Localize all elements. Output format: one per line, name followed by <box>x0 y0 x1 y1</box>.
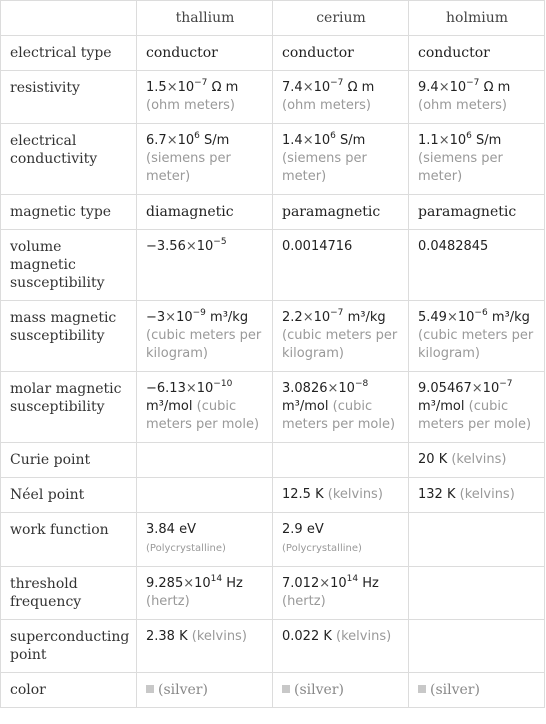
cell-value: conductor <box>409 36 545 71</box>
cell-value: $-3\times 10^{-9}$ m³/kg (cubic meters per kilogram) <box>137 301 273 372</box>
cell-value: (silver) <box>273 673 409 708</box>
cell-value: (silver) <box>137 673 273 708</box>
cell-value: $9.05467\times 10^{-7}$ m³/mol (cubic meters per mole) <box>409 372 545 443</box>
column-header-holmium: holmium <box>409 1 545 36</box>
cell-value: 2.9 eV (Polycrystalline) <box>273 513 409 567</box>
table-row <box>1 443 545 478</box>
cell-value: conductor <box>273 36 409 71</box>
table-row <box>1 620 545 673</box>
cell-value: $7.4\times 10^{-7}$ Ω m (ohm meters) <box>273 71 409 124</box>
cell-value: paramagnetic <box>409 195 545 230</box>
row-label: magnetic type <box>1 195 137 230</box>
cell-empty <box>409 513 545 567</box>
cell-value: 20 K (kelvins) <box>409 443 545 478</box>
table-row <box>1 372 545 443</box>
column-header-cerium: cerium <box>273 1 409 36</box>
cell-empty <box>273 443 409 478</box>
color-swatch <box>418 685 426 693</box>
table-row <box>1 301 545 372</box>
cell-value: $1.4\times 10^6$ S/m (siemens per meter) <box>273 124 409 195</box>
row-label: volume magnetic susceptibility <box>1 230 137 301</box>
row-label: resistivity <box>1 71 137 124</box>
cell-value: $6.7\times 10^6$ S/m (siemens per meter) <box>137 124 273 195</box>
cell-value: $3.0826\times 10^{-8}$ m³/mol (cubic meters per mole) <box>273 372 409 443</box>
cell-value: $2.2\times 10^{-7}$ m³/kg (cubic meters per kilogram) <box>273 301 409 372</box>
cell-value: paramagnetic <box>273 195 409 230</box>
cell-value: 132 K (kelvins) <box>409 478 545 513</box>
cell-value: 12.5 K (kelvins) <box>273 478 409 513</box>
cell-value: $-6.13\times 10^{-10}$ m³/mol (cubic meters per mole) <box>137 372 273 443</box>
row-label: Néel point <box>1 478 137 513</box>
row-label: superconducting point <box>1 620 137 673</box>
row-label: electrical type <box>1 36 137 71</box>
table-row <box>1 36 545 71</box>
cell-value: (silver) <box>409 673 545 708</box>
cell-value: $7.012\times 10^{14}$ Hz (hertz) <box>273 567 409 620</box>
table-row <box>1 195 545 230</box>
row-label: molar magnetic susceptibility <box>1 372 137 443</box>
row-label: work function <box>1 513 137 567</box>
table-row <box>1 71 545 124</box>
cell-value: $1.5\times 10^{-7}$ Ω m (ohm meters) <box>137 71 273 124</box>
column-header-thallium: thallium <box>137 1 273 36</box>
row-label: mass magnetic susceptibility <box>1 301 137 372</box>
cell-empty <box>409 567 545 620</box>
cell-empty <box>137 443 273 478</box>
cell-value: $-3.56\times 10^{-5}$ <box>137 230 273 301</box>
row-label: color <box>1 673 137 708</box>
cell-value: diamagnetic <box>137 195 273 230</box>
cell-value: 0.022 K (kelvins) <box>273 620 409 673</box>
header-empty-cell <box>1 1 137 36</box>
cell-empty <box>137 478 273 513</box>
cell-value: 2.38 K (kelvins) <box>137 620 273 673</box>
table-row <box>1 124 545 195</box>
color-swatch <box>146 685 154 693</box>
table-row <box>1 567 545 620</box>
header-row <box>1 1 545 36</box>
table-row <box>1 230 545 301</box>
row-label: electrical conductivity <box>1 124 137 195</box>
cell-value: 3.84 eV (Polycrystalline) <box>137 513 273 567</box>
color-swatch <box>282 685 290 693</box>
table-row <box>1 673 545 708</box>
cell-value: conductor <box>137 36 273 71</box>
cell-value: 0.0482845 <box>409 230 545 301</box>
row-label: Curie point <box>1 443 137 478</box>
cell-value: $9.4\times 10^{-7}$ Ω m (ohm meters) <box>409 71 545 124</box>
table-row <box>1 513 545 567</box>
cell-value: $5.49\times 10^{-6}$ m³/kg (cubic meters per kilogram) <box>409 301 545 372</box>
cell-value: $1.1\times 10^6$ S/m (siemens per meter) <box>409 124 545 195</box>
row-label: threshold frequency <box>1 567 137 620</box>
cell-value: $9.285\times 10^{14}$ Hz (hertz) <box>137 567 273 620</box>
table-row <box>1 478 545 513</box>
cell-empty <box>409 620 545 673</box>
cell-value: 0.0014716 <box>273 230 409 301</box>
